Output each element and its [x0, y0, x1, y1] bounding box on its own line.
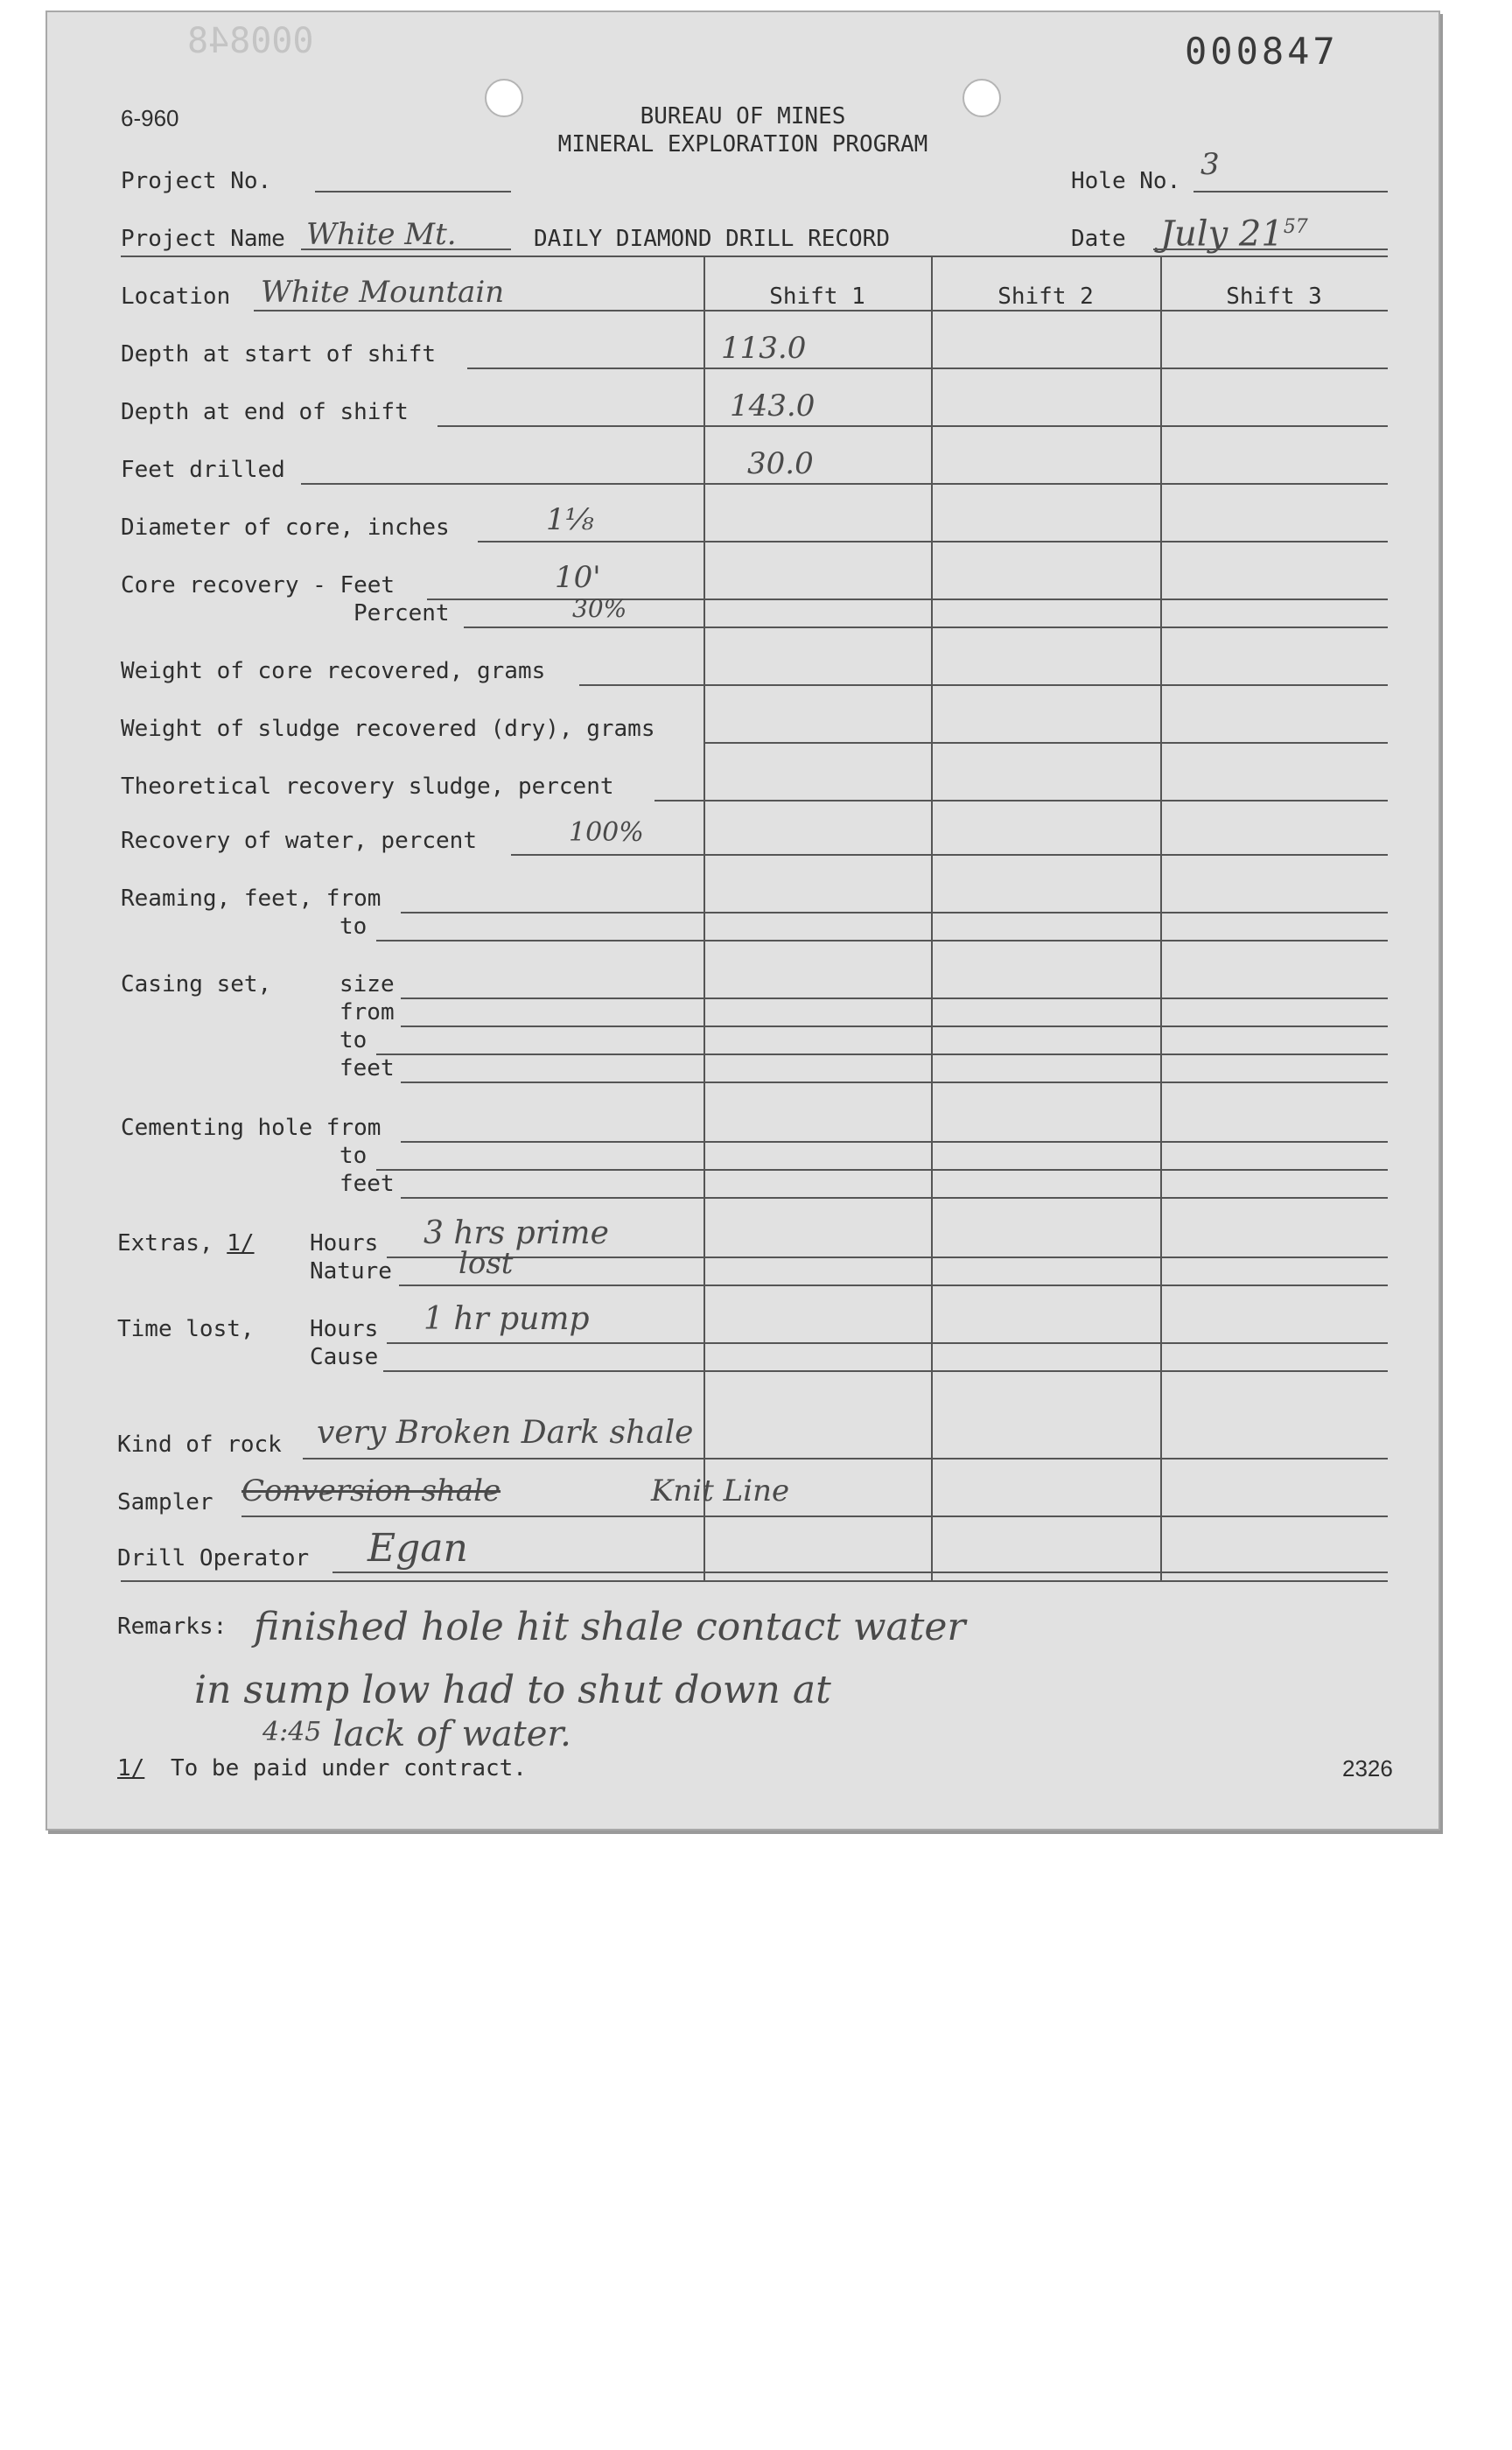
- time-lost-label: Time lost,: [117, 1316, 255, 1342]
- hole-no-value: 3: [1200, 147, 1220, 182]
- remarks-line-1: finished hole hit shale contact water: [254, 1605, 966, 1649]
- date-value: [1160, 210, 1308, 255]
- column-divider-2: [931, 256, 933, 1582]
- core-recovery-percent: 30%: [572, 594, 627, 623]
- sludge-theoretical-label: Theoretical recovery sludge, percent: [121, 774, 614, 800]
- footnote-ref: 1/: [117, 1755, 145, 1782]
- depth-end-label: Depth at end of shift: [121, 399, 409, 425]
- shift-3-header: Shift 3: [1226, 284, 1322, 310]
- extras-label-text: Extras,: [117, 1230, 214, 1256]
- kind-of-rock-value: very Broken Dark shale: [317, 1415, 694, 1451]
- time-lost-hours-label: Hours: [310, 1316, 379, 1342]
- project-name-label: Project Name: [121, 226, 285, 252]
- table-top-rule: [121, 256, 1388, 257]
- extras-nature-label: Nature: [310, 1258, 392, 1284]
- sampler-label: Sampler: [117, 1489, 214, 1516]
- time-lost-cause-label: Cause: [310, 1344, 379, 1370]
- date-day: July 21: [1160, 214, 1284, 255]
- casing-label: Casing set,: [121, 971, 272, 998]
- remarks-line-3: lack of water.: [332, 1714, 571, 1754]
- column-divider-1: [704, 256, 705, 1582]
- cementing-feet-label: feet: [340, 1171, 395, 1197]
- casing-to-label: to: [340, 1027, 368, 1054]
- core-diameter-value: 1⅛: [546, 502, 594, 537]
- extras-label: [117, 1230, 255, 1256]
- agency-title: BUREAU OF MINES: [640, 103, 846, 130]
- casing-from-label: from: [340, 999, 395, 1026]
- program-title: MINERAL EXPLORATION PROGRAM: [557, 131, 928, 158]
- shift-2-header: Shift 2: [998, 284, 1094, 310]
- extras-hours-label: Hours: [310, 1230, 379, 1256]
- remarks-label: Remarks:: [117, 1614, 228, 1640]
- drill-record-sheet: [46, 10, 1440, 1830]
- core-recovery-label: Core recovery - Feet: [121, 572, 396, 598]
- casing-feet-label: feet: [340, 1055, 395, 1082]
- archive-stamp-number: 000847: [1185, 30, 1339, 73]
- feet-drilled-shift1: 30.0: [747, 446, 814, 481]
- water-recovery-value: 100%: [569, 817, 644, 848]
- reaming-label: Reaming, feet, from: [121, 886, 382, 912]
- time-lost-hours-value: 1 hr pump: [424, 1301, 590, 1337]
- extras-hours-value: 3 hrs prime: [424, 1215, 609, 1251]
- depth-end-shift1: 143.0: [730, 388, 816, 424]
- core-diameter-label: Diameter of core, inches: [121, 514, 450, 541]
- location-value: White Mountain: [261, 275, 505, 310]
- depth-start-shift1: 113.0: [721, 331, 807, 366]
- cementing-label: Cementing hole from: [121, 1115, 382, 1141]
- depth-start-label: Depth at start of shift: [121, 341, 437, 368]
- extras-nature-value: lost: [458, 1246, 514, 1281]
- core-recovery-percent-label: Percent: [354, 600, 450, 626]
- form-title: DAILY DIAMOND DRILL RECORD: [534, 226, 890, 252]
- location-label: Location: [121, 284, 231, 310]
- casing-size-label: size: [340, 971, 395, 998]
- extras-footnote-ref: 1/: [227, 1230, 255, 1256]
- table-bottom-rule: [121, 1580, 1388, 1582]
- footnote: [117, 1755, 527, 1782]
- project-name-value: White Mt.: [306, 217, 457, 252]
- sludge-weight-label: Weight of sludge recovered (dry), grams: [121, 716, 655, 742]
- remarks-time: 4:45: [262, 1717, 322, 1747]
- column-divider-3: [1160, 256, 1162, 1582]
- faint-stamp-number: 000848: [187, 21, 314, 61]
- project-no-label: Project No.: [121, 168, 272, 194]
- sampler-struck-value: Conversion shale: [242, 1474, 501, 1508]
- drill-operator-value: Egan: [368, 1526, 468, 1571]
- kind-of-rock-label: Kind of rock: [117, 1432, 282, 1458]
- footnote-text: To be paid under contract.: [170, 1755, 527, 1782]
- hole-no-label: Hole No.: [1071, 168, 1181, 194]
- page-code: 2326: [1342, 1755, 1393, 1782]
- shift-1-header: Shift 1: [769, 284, 865, 310]
- feet-drilled-label: Feet drilled: [121, 457, 285, 483]
- date-year: 57: [1283, 216, 1308, 238]
- water-recovery-label: Recovery of water, percent: [121, 828, 477, 854]
- drill-operator-label: Drill Operator: [117, 1545, 310, 1572]
- remarks-line-2: in sump low had to shut down at: [194, 1668, 831, 1712]
- core-recovery-feet: 10': [555, 560, 601, 595]
- form-number: 6-960: [121, 105, 179, 131]
- cementing-to-label: to: [340, 1143, 368, 1169]
- core-weight-label: Weight of core recovered, grams: [121, 658, 546, 684]
- date-label: Date: [1071, 226, 1126, 252]
- reaming-to-label: to: [340, 914, 368, 940]
- sampler-value: Knit Line: [651, 1474, 790, 1508]
